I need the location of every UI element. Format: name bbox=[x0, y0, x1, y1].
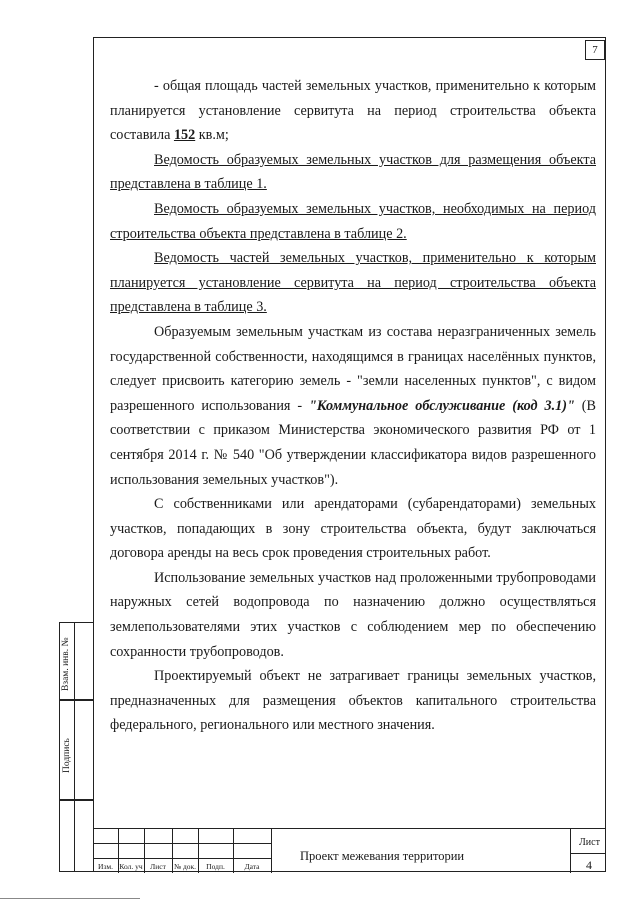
document-title: Проект межевания территории bbox=[300, 849, 465, 863]
sheet-number: 4 bbox=[586, 858, 592, 872]
side-label-podpis: Подпись bbox=[62, 738, 72, 773]
side-label-vzam: Взам. инв. № bbox=[61, 637, 71, 691]
side-stamp-podpis bbox=[59, 700, 93, 800]
paragraph-category bbox=[110, 320, 596, 492]
paragraph-project: Проектируемый объект не затрагивает границы земельных участков, предназначенных для размещения объектов капитального строительства федерального, регионального или местного значения. bbox=[110, 668, 596, 734]
paragraph-text: Образуемым земельным участкам из состава неразграниченных земель государственной собственности, находящимся в границах населённых пунктов, следует присвоить категорию земель - "земли населенных пунктов", с видом разрешенного использования - bbox=[110, 323, 596, 414]
permitted-use: "Коммунальное обслуживание (код 3.1)" bbox=[309, 397, 575, 414]
col-list: Лист bbox=[150, 862, 166, 871]
paragraph-table-1: Ведомость образуемых земельных участков для размещения объекта представлена в таблице 1. bbox=[110, 151, 596, 193]
col-kol-uch: Кол. уч bbox=[119, 862, 143, 871]
scan-edge-line bbox=[0, 898, 140, 899]
page-number: 7 bbox=[585, 40, 605, 60]
paragraph-usage: Использование земельных участков над проложенными трубопроводами наружных сетей водопровода по назначению должно осуществляться землепользователями этих участков с соблюдением мер по обеспечению сохранности трубопроводов. bbox=[110, 569, 596, 660]
paragraph-table-2: Ведомость образуемых земельных участков, необходимых на период строительства объекта представлена в таблице 2. bbox=[110, 200, 596, 242]
paragraph-text: (В соответствии с приказом Министерства экономического развития РФ от 1 сентября 2014 г. № 540 "Об утверждении классификатора видов разрешенного использования земельных участков"). bbox=[110, 397, 596, 488]
body-text bbox=[110, 74, 596, 738]
paragraph-table-3: Ведомость частей земельных участков, применительно к которым планируется установление сервитута на период строительства объекта представлена в таблице 3. bbox=[110, 250, 596, 316]
col-izm: Изм. bbox=[98, 862, 113, 871]
col-podp: Подп. bbox=[206, 862, 225, 871]
paragraph-text: - общая площадь частей земельных участков, применительно к которым планируется установление сервитута на период строительства объекта составила bbox=[110, 78, 596, 144]
paragraph-area bbox=[110, 74, 596, 148]
side-stamp-bottom bbox=[59, 800, 93, 872]
col-no-dok: № док. bbox=[173, 862, 197, 871]
area-value: 152 bbox=[173, 127, 196, 144]
paragraph-text: кв.м; bbox=[195, 127, 229, 144]
col-data: Дата bbox=[244, 862, 260, 871]
side-stamp-vzam bbox=[59, 622, 93, 700]
paragraph-owners: С собственниками или арендаторами (субарендаторами) земельных участков, попадающих в зону строительства объекта, будут заключаться договора аренды на весь срок проведения строительных работ. bbox=[110, 496, 596, 562]
sheet-label: Лист bbox=[579, 837, 600, 848]
